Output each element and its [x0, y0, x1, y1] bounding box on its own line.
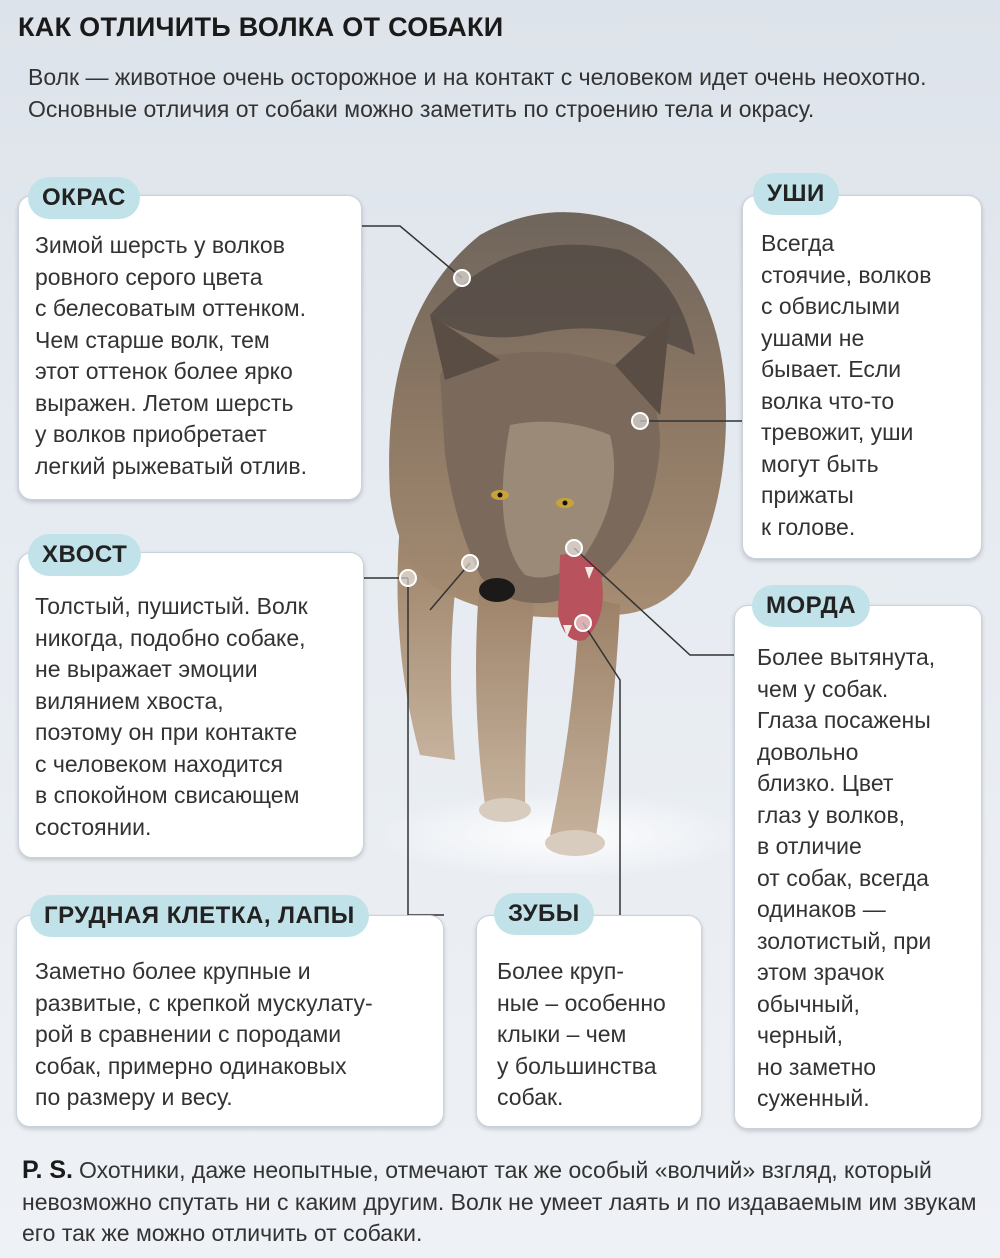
muzzle-card [734, 605, 982, 1129]
teeth-text: Более круп- ные – особенно клыки – чем у большинства собак. [497, 958, 666, 1110]
wolf-illustration [360, 195, 740, 875]
ps-label: P. S. [22, 1156, 73, 1184]
coat-label: ОКРАС [28, 177, 140, 219]
intro-text: Волк — животное очень осторожное и на контакт с человеком идет очень неохотно. Основные отличия от собаки можно заметить по строению тела и окрасу. [28, 64, 927, 122]
page-title: КАК ОТЛИЧИТЬ ВОЛКА ОТ СОБАКИ [18, 12, 504, 42]
ps-note [22, 1155, 982, 1250]
tail-text: Толстый, пушистый. Волк никогда, подобно собаке, не выражает эмоции вилянием хвоста, поэтому он при контакте с человеком находится в спокойном свисающем состоянии. [35, 593, 308, 840]
ears-label: УШИ [753, 173, 839, 215]
teeth-card [476, 915, 702, 1127]
chest-card [16, 915, 444, 1127]
coat-card [18, 195, 362, 500]
coat-text: Зимой шерсть у волков ровного серого цвета с белесоватым оттенком. Чем старше волк, тем этот оттенок более ярко выражен. Летом шерсть у волков приобретает легкий рыжеватый отлив. [35, 232, 307, 479]
tail-label: ХВОСТ [28, 534, 141, 576]
ps-text: Охотники, даже неопытные, отмечают так же особый «волчий» взгляд, который невозможно спутать ни с каким другим. Волк не умеет лаять и по издаваемым им звукам его так же можно отличить от собаки. [22, 1157, 977, 1246]
chest-label: ГРУДНАЯ КЛЕТКА, ЛАПЫ [30, 895, 369, 937]
muzzle-text: Более вытянута, чем у собак. Глаза посажены довольно близко. Цвет глаз у волков, в отличие от собак, всегда одинаков — золотистый, при этом зрачок обычный, черный, но заметно суженный. [757, 644, 936, 1111]
ears-card [742, 195, 982, 559]
tail-card [18, 552, 364, 858]
ears-text: Всегда стоячие, волков с обвислыми ушами не бывает. Если волка что-то тревожит, уши могут быть прижаты к голове. [761, 230, 932, 540]
chest-text: Заметно более крупные и развитые, с крепкой мускулату- рой в сравнении с породами собак, примерно одинаковых по размеру и весу. [35, 958, 373, 1110]
teeth-label: ЗУБЫ [494, 893, 594, 935]
muzzle-label: МОРДА [752, 585, 870, 627]
